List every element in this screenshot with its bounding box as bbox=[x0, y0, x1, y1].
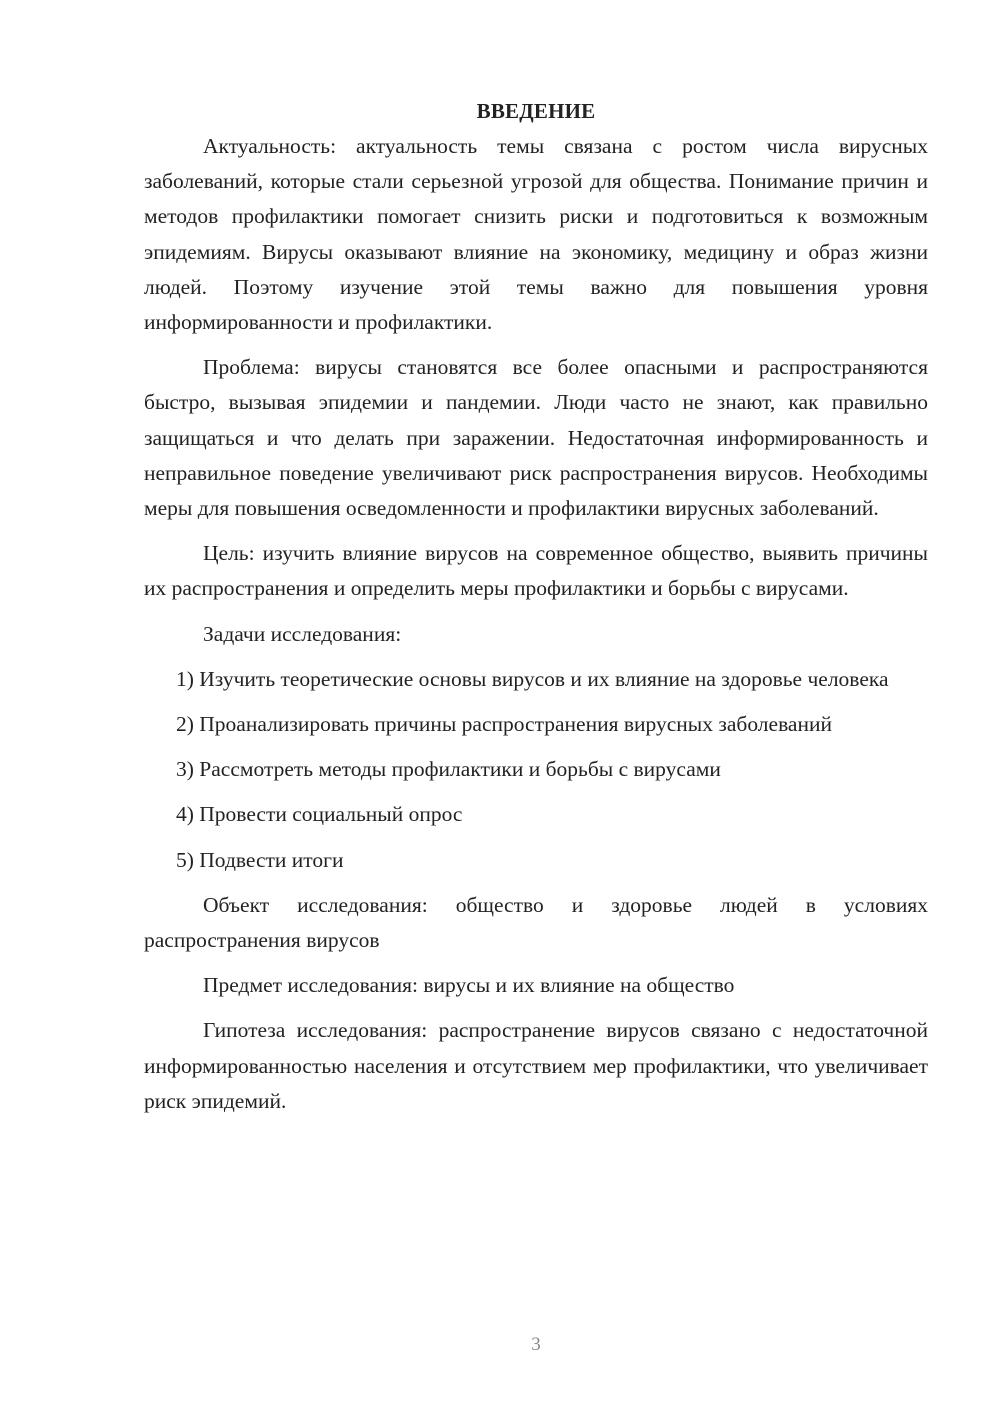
object-paragraph: Объект исследования: общество и здоровье людей в условиях распространения вирусов bbox=[144, 892, 928, 953]
task-item-1: 1) Изучить теоретические основы вирусов и их влияние на здоровье человека bbox=[176, 666, 889, 691]
tasks-heading: Задачи исследования: bbox=[203, 621, 402, 646]
section-title: ВВЕДЕНИЕ bbox=[476, 99, 596, 123]
subject-paragraph: Предмет исследования: вирусы и их влияние на общество bbox=[203, 973, 735, 998]
task-item-4: 4) Провести социальный опрос bbox=[176, 802, 463, 827]
problem-paragraph: Проблема: вирусы становятся все более опасными и распространяются быстро, вызывая эпидемии и пандемии. Люди часто не знают, как правильно защищаться и что делать при заражении. Недостаточная информированность и неправильное поведение увеличивают риск распространения вирусов. Необходимы меры для повышения осведомленности и профилактики вирусных заболеваний. bbox=[144, 355, 928, 521]
page-number: 3 bbox=[531, 1334, 541, 1355]
page-content bbox=[144, 94, 928, 1129]
task-item-3: 3) Рассмотреть методы профилактики и борьбы с вирусами bbox=[176, 757, 721, 782]
relevance-paragraph: Актуальность: актуальность темы связана с ростом числа вирусных заболеваний, которые стали серьезной угрозой для общества. Понимание причин и методов профилактики помогает снизить риски и подготовиться к возможным эпидемиям. Вирусы оказывают влияние на экономику, медицину и образ жизни людей. Поэтому изучение этой темы важно для повышения уровня информированности и профилактики. bbox=[144, 134, 928, 335]
goal-paragraph: Цель: изучить влияние вирусов на современное общество, выявить причины их распространения и определить меры профилактики и борьбы с вирусами. bbox=[144, 541, 928, 601]
task-item-5: 5) Подвести итоги bbox=[176, 847, 344, 872]
task-item-2: 2) Проанализировать причины распространения вирусных заболеваний bbox=[176, 712, 832, 737]
hypothesis-paragraph: Гипотеза исследования: распространение вирусов связано с недостаточной информированностью населения и отсутствием мер профилактики, что увеличивает риск эпидемий. bbox=[144, 1018, 928, 1113]
